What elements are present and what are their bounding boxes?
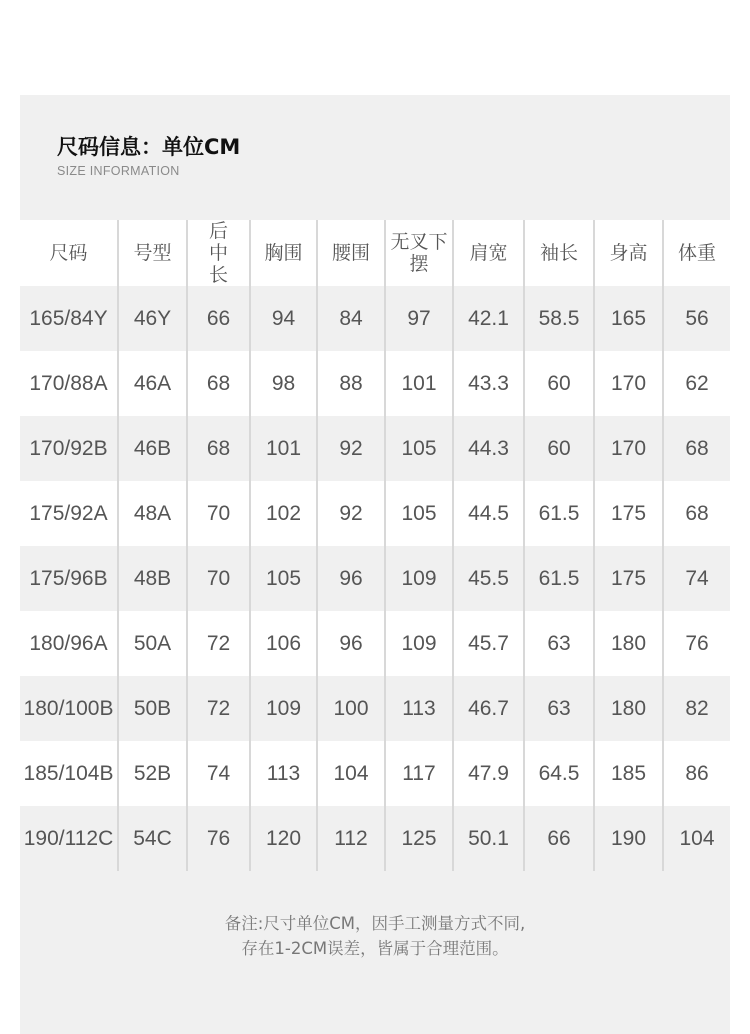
- table-cell: 185: [594, 741, 663, 806]
- size-info-panel: [20, 95, 730, 1034]
- table-cell: 109: [385, 611, 453, 676]
- table-cell: 86: [685, 761, 709, 785]
- table-cell: 56: [685, 306, 709, 330]
- table-cell: 54C: [118, 806, 187, 871]
- table-cell: 185/104B: [20, 741, 118, 806]
- table-cell: 68: [685, 501, 709, 525]
- table-cell: 44.3: [453, 416, 524, 481]
- table-cell: 70: [187, 546, 250, 611]
- table-cell: 104: [679, 826, 715, 850]
- table-cell: 180/96A: [20, 611, 118, 676]
- table-cell: 175: [594, 546, 663, 611]
- table-cell: 106: [250, 611, 317, 676]
- column-header-shoulder: 肩宽: [453, 220, 524, 286]
- table-cell: 72: [187, 676, 250, 741]
- table-cell: 44.5: [453, 481, 524, 546]
- table-cell: 112: [317, 806, 385, 871]
- size-chart-table: [20, 220, 730, 871]
- column-header-size: 尺码: [20, 220, 118, 286]
- table-cell: 76: [685, 631, 709, 655]
- table-cell: 92: [317, 481, 385, 546]
- table-cell: 72: [187, 611, 250, 676]
- table-cell: 45.5: [453, 546, 524, 611]
- table-cell: 43.3: [453, 351, 524, 416]
- table-row: [20, 546, 730, 611]
- table-cell: 88: [317, 351, 385, 416]
- table-cell: 42.1: [453, 286, 524, 351]
- table-cell: 46.7: [453, 676, 524, 741]
- column-header-hem: 无叉下摆: [385, 220, 453, 286]
- column-header-sleeve: 袖长: [524, 220, 594, 286]
- table-cell: 105: [385, 481, 453, 546]
- table-cell: 180/100B: [20, 676, 118, 741]
- table-cell: 113: [250, 741, 317, 806]
- table-cell: 170/88A: [20, 351, 118, 416]
- table-row: [20, 806, 730, 871]
- table-cell: 68: [187, 351, 250, 416]
- table-cell: 62: [685, 371, 709, 395]
- table-cell: 170/92B: [20, 416, 118, 481]
- footer-note: [20, 911, 730, 961]
- table-cell: 105: [250, 546, 317, 611]
- table-cell: 100: [317, 676, 385, 741]
- table-cell: 170: [594, 416, 663, 481]
- table-cell: 46B: [118, 416, 187, 481]
- table-cell: 63: [524, 676, 594, 741]
- table-cell: 48B: [118, 546, 187, 611]
- footer-note-line: 存在1-2CM误差，皆属于合理范围。: [241, 939, 509, 958]
- table-cell: 50.1: [453, 806, 524, 871]
- table-cell: 52B: [118, 741, 187, 806]
- table-cell: 60: [524, 416, 594, 481]
- table-cell: 66: [187, 286, 250, 351]
- page-title: 尺码信息：单位CM: [57, 135, 241, 159]
- table-cell: 84: [317, 286, 385, 351]
- table-cell: 74: [685, 566, 709, 590]
- table-cell: 61.5: [524, 546, 594, 611]
- size-chart-body: [20, 286, 730, 871]
- table-cell: 105: [385, 416, 453, 481]
- table-cell: 165: [594, 286, 663, 351]
- table-cell: 175/96B: [20, 546, 118, 611]
- table-cell: 60: [524, 351, 594, 416]
- table-row: [20, 611, 730, 676]
- table-cell: 58.5: [524, 286, 594, 351]
- table-cell: 120: [250, 806, 317, 871]
- table-cell: 113: [385, 676, 453, 741]
- table-cell: 47.9: [453, 741, 524, 806]
- table-cell: 48A: [118, 481, 187, 546]
- table-cell: 180: [594, 611, 663, 676]
- table-cell: 101: [385, 351, 453, 416]
- table-cell: 50A: [118, 611, 187, 676]
- table-cell: 50B: [118, 676, 187, 741]
- table-cell: 175: [594, 481, 663, 546]
- table-cell: 45.7: [453, 611, 524, 676]
- table-row: [20, 286, 730, 351]
- table-cell: 92: [317, 416, 385, 481]
- column-header-back-length: 后中长: [187, 220, 250, 286]
- table-cell: 190: [594, 806, 663, 871]
- table-cell: 190/112C: [20, 806, 118, 871]
- table-cell: 180: [594, 676, 663, 741]
- table-cell: 64.5: [524, 741, 594, 806]
- table-cell: 68: [187, 416, 250, 481]
- footer-note-line: 备注:尺寸单位CM，因手工测量方式不同,: [224, 914, 526, 933]
- table-cell: 76: [187, 806, 250, 871]
- table-cell: 98: [250, 351, 317, 416]
- table-cell: 66: [524, 806, 594, 871]
- size-info-header: [20, 95, 730, 220]
- table-header-row: [20, 220, 730, 286]
- column-header-weight: 体重: [677, 242, 716, 264]
- table-cell: 46Y: [118, 286, 187, 351]
- table-cell: 96: [317, 546, 385, 611]
- table-cell: 74: [187, 741, 250, 806]
- column-header-fit-code: 号型: [118, 220, 187, 286]
- column-header-height: 身高: [594, 220, 663, 286]
- table-cell: 102: [250, 481, 317, 546]
- table-cell: 94: [250, 286, 317, 351]
- table-cell: 165/84Y: [20, 286, 118, 351]
- table-cell: 104: [317, 741, 385, 806]
- table-row: [20, 416, 730, 481]
- table-cell: 175/92A: [20, 481, 118, 546]
- table-cell: 96: [317, 611, 385, 676]
- table-cell: 82: [685, 696, 709, 720]
- table-cell: 68: [685, 436, 709, 460]
- table-cell: 46A: [118, 351, 187, 416]
- table-cell: 117: [385, 741, 453, 806]
- table-row: [20, 676, 730, 741]
- table-cell: 101: [250, 416, 317, 481]
- table-row: [20, 741, 730, 806]
- table-cell: 109: [385, 546, 453, 611]
- table-cell: 170: [594, 351, 663, 416]
- table-cell: 63: [524, 611, 594, 676]
- table-row: [20, 481, 730, 546]
- column-header-waist: 腰围: [317, 220, 385, 286]
- table-cell: 97: [385, 286, 453, 351]
- table-cell: 125: [385, 806, 453, 871]
- page-subtitle: SIZE INFORMATION: [57, 164, 180, 178]
- table-row: [20, 351, 730, 416]
- table-cell: 61.5: [524, 481, 594, 546]
- column-header-chest: 胸围: [250, 220, 317, 286]
- table-cell: 109: [250, 676, 317, 741]
- table-cell: 70: [187, 481, 250, 546]
